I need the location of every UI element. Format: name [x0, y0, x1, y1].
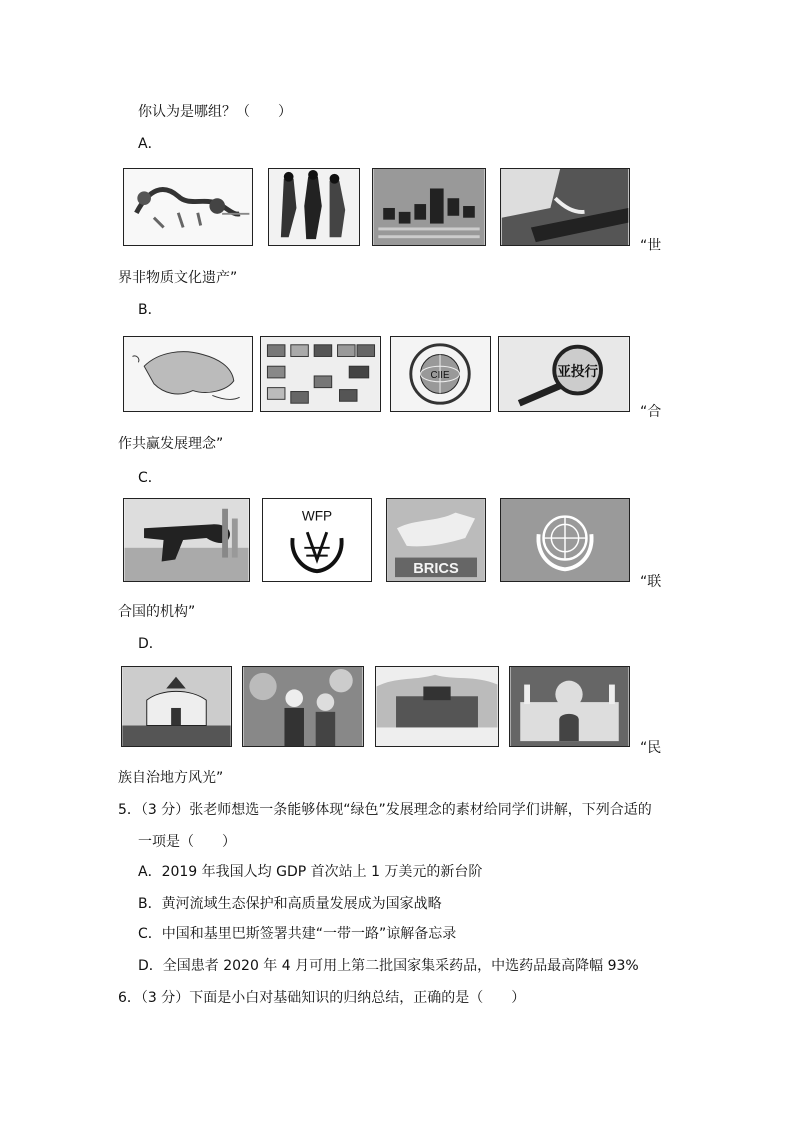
harvest-people-image	[242, 666, 364, 747]
q4-option-a-letter: A．	[138, 136, 162, 152]
guqin-image	[500, 168, 630, 246]
aiib-text: 亚投行	[557, 363, 599, 380]
dragon-icon	[124, 169, 252, 245]
wfp-emblem-icon	[263, 499, 371, 581]
ciie-text: CIIE	[430, 369, 450, 381]
q4-option-b-caption-start: “合	[640, 404, 662, 420]
q4-option-d-caption-cont: 族自治地方风光”	[118, 770, 224, 786]
asia-map-image	[123, 336, 253, 412]
q4-option-d-caption-start: “民	[640, 740, 662, 756]
shadow-puppet-icon	[269, 169, 359, 245]
q5-option-c: C．中国和基里巴斯签署共建“一带一路”谅解备忘录	[138, 926, 457, 942]
mosque-icon	[510, 667, 629, 746]
q5-option-d: D．全国患者 2020 年 4 月可用上第二批国家集采药品，中选药品最高降幅 93%	[138, 958, 639, 974]
brics-image	[386, 498, 486, 582]
yurt-icon	[122, 667, 231, 746]
map-icon	[124, 337, 252, 411]
q6-stem: 6．（3 分）下面是小白对基础知识的归纳总结，正确的是（ ）	[118, 990, 526, 1006]
brics-text: BRICS	[413, 561, 459, 578]
q4-option-b-caption-cont: 作共赢发展理念”	[118, 436, 224, 452]
q5-stem-line2: 一项是（ ）	[138, 834, 236, 850]
palace-icon	[376, 667, 498, 746]
flags-image	[260, 336, 381, 412]
guqin-icon	[501, 169, 629, 245]
q5-option-a: A．2019 年我国人均 GDP 首次站上 1 万美元的新台阶	[138, 864, 483, 880]
q4-option-d-letter: D．	[138, 636, 163, 652]
movable-type-image	[372, 168, 486, 246]
handshake-icon	[387, 499, 485, 581]
wfp-logo-image	[262, 498, 372, 582]
q4-option-a-caption-cont: 界非物质文化遗产”	[118, 270, 238, 286]
q4-option-c-letter: C．	[138, 470, 162, 486]
q5-option-b: B．黄河流域生态保护和高质量发展成为国家战略	[138, 896, 442, 912]
knotted-gun-image	[123, 498, 250, 582]
movable-type-icon	[373, 169, 485, 245]
ciie-globe-icon	[391, 337, 490, 411]
knotted-gun-icon	[124, 499, 249, 581]
q5-stem-line1: 5．（3 分）张老师想选一条能够体现“绿色”发展理念的素材给同学们讲解，下列合适的	[118, 802, 652, 818]
q4-option-c-caption-start: “联	[640, 574, 662, 590]
q4-option-a-caption-start: “世	[640, 238, 662, 254]
potala-palace-image	[375, 666, 499, 747]
dragon-papercut-image	[123, 168, 253, 246]
people-icon	[243, 667, 363, 746]
aiib-magnifier-image	[498, 336, 630, 412]
q4-stem-tail: 你认为是哪组？（ ）	[138, 104, 292, 120]
q4-option-c-caption-cont: 合国的机构”	[118, 604, 196, 620]
wfp-text: WFP	[301, 508, 333, 524]
magnifier-icon	[499, 337, 629, 411]
flags-icon	[261, 337, 380, 411]
yurt-image	[121, 666, 232, 747]
q4-option-b-letter: B．	[138, 302, 162, 318]
un-emblem-icon	[501, 499, 629, 581]
mosque-image	[509, 666, 630, 747]
ciie-logo-image	[390, 336, 491, 412]
un-emblem-image	[500, 498, 630, 582]
shadow-puppet-image	[268, 168, 360, 246]
